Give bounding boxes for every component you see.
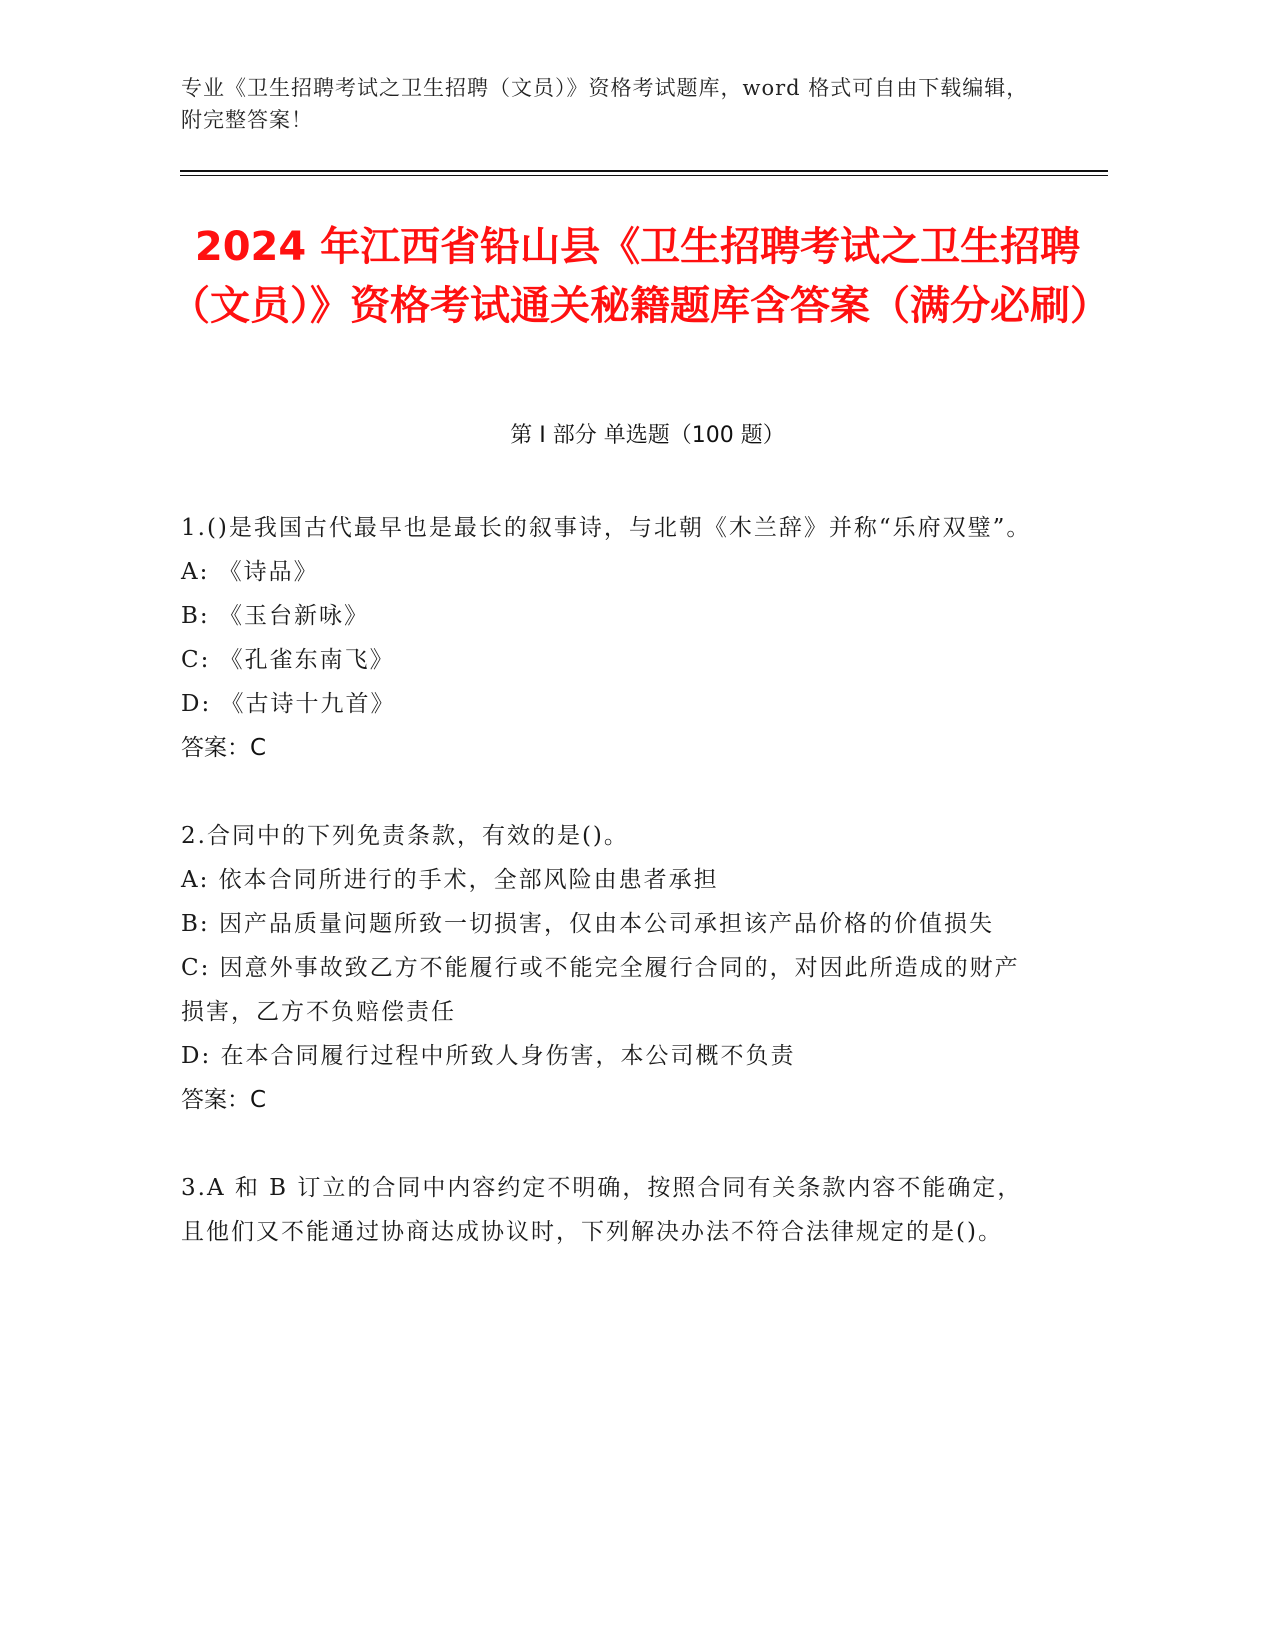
answer: 答案：C — [181, 1087, 267, 1113]
header-note: 专业《卫生招聘考试之卫生招聘（文员）》资格考试题库，word 格式可自由下载编辑，附完整答案！ — [181, 76, 1029, 132]
document-title: 2024 年江西省铅山县《卫生招聘考试之卫生招聘（文员）》资格考试通关秘籍题库含答案（满分必刷） — [170, 224, 1110, 329]
question-1 — [181, 506, 1041, 770]
question-stem: 2.合同中的下列免责条款，有效的是()。 — [181, 823, 629, 849]
header-rule-thin — [180, 175, 1108, 176]
header-rule-thick — [180, 170, 1108, 172]
option-b: B: 因产品质量问题所致一切损害，仅由本公司承担该产品价格的价值损失 — [181, 911, 994, 937]
option-b: B: 《玉台新咏》 — [181, 603, 369, 629]
question-3 — [181, 1166, 1041, 1254]
question-stem: 3.A 和 B 订立的合同中内容约定不明确，按照合同有关条款内容不能确定，且他们又不能通过协商达成协议时，下列解决办法不符合法律规定的是()。 — [181, 1175, 1023, 1245]
option-a: A: 依本合同所进行的手术，全部风险由患者承担 — [181, 867, 719, 893]
section-heading: 第 I 部分 单选题（100 题） — [510, 423, 785, 448]
option-a: A: 《诗品》 — [181, 559, 319, 585]
question-2 — [181, 814, 1041, 1122]
answer: 答案：C — [181, 735, 267, 761]
option-c: C: 因意外事故致乙方不能履行或不能完全履行合同的，对因此所造成的财产损害，乙方不负赔偿责任 — [181, 955, 1020, 1025]
option-d: D: 《古诗十九首》 — [181, 691, 396, 717]
question-list — [181, 506, 1041, 1298]
option-c: C: 《孔雀东南飞》 — [181, 647, 395, 673]
question-stem: 1.()是我国古代最早也是最长的叙事诗，与北朝《木兰辞》并称“乐府双璧”。 — [181, 515, 1032, 541]
option-d: D: 在本合同履行过程中所致人身伤害，本公司概不负责 — [181, 1043, 796, 1069]
